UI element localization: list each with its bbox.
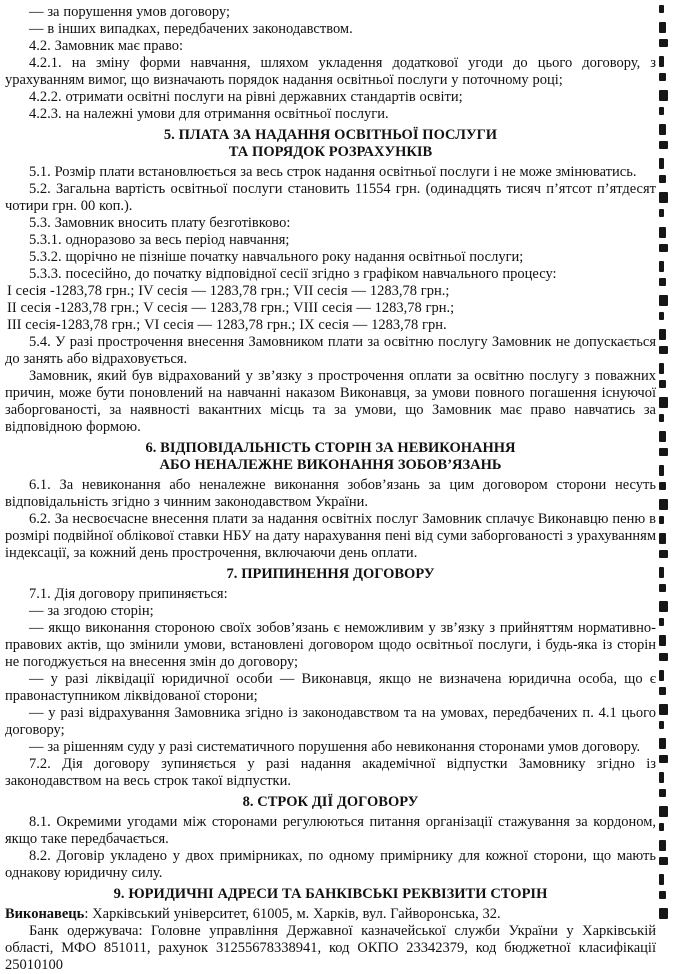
session-fee-line: II сесія -1283,78 грн.; V сесія — 1283,78 грн.; VIII сесія — 1283,78 грн.; bbox=[7, 300, 455, 316]
executor-label: Виконавець bbox=[5, 906, 85, 922]
executor-line bbox=[5, 906, 656, 923]
paragraph: 5.3.3. посесійно, до початку відповідної сесії згідно з графіком навчального процесу: bbox=[29, 266, 557, 282]
section-heading: АБО НЕНАЛЕЖНЕ ВИКОНАННЯ ЗОБОВ’ЯЗАНЬ bbox=[159, 457, 502, 473]
section-heading: 8. СТРОК ДІЇ ДОГОВОРУ bbox=[242, 794, 419, 810]
dash-list-item: — якщо виконання стороною своїх зобов’язань є неможливим у зв’язку з прийняттям нормативно-правових актів, що змінили умови, встановлені договором щодо освітньої послуги, і будь-яка із сторін не погоджується на внесення змін до договору; bbox=[5, 620, 656, 670]
paragraph: 7.2. Дія договору зупиняється у разі надання академічної відпустки Замовнику згідно із законодавством на весь строк такої відпустки. bbox=[5, 756, 656, 789]
section-heading: 6. ВІДПОВІДАЛЬНІСТЬ СТОРІН ЗА НЕВИКОНАННЯ bbox=[145, 440, 516, 456]
section-heading: 9. ЮРИДИЧНІ АДРЕСИ ТА БАНКІВСЬКІ РЕКВІЗИТИ СТОРІН bbox=[113, 886, 548, 902]
paragraph: 4.2.1. на зміну форми навчання, шляхом укладення додаткової угоди до цього договору, з урахуванням вимог, що визначають порядок надання освітньої послуги у поточному році; bbox=[5, 55, 656, 88]
paragraph: 5.1. Розмір плати встановлюється за весь строк надання освітньої послуги і не може змінюватись. bbox=[29, 164, 637, 180]
session-fee-line: I сесія -1283,78 грн.; IV сесія — 1283,78 грн.; VII сесія — 1283,78 грн.; bbox=[7, 283, 450, 299]
paragraph: 4.2.2. отримати освітні послуги на рівні державних стандартів освіти; bbox=[29, 89, 463, 105]
paragraph: 7.1. Дія договору припиняється: bbox=[29, 586, 228, 602]
paragraph: Замовник, який був відрахований у зв’язку з прострочення оплати за освітню послугу з поважних причин, може бути поновлений на навчанні наказом Виконавця, за умови повного погашення існуючої заборгованості, за наявності вакантних місць та за умови, що Замовник має право навчатись за відповідною формою. bbox=[5, 368, 656, 435]
dash-list-item: — в інших випадках, передбачених законодавством. bbox=[29, 21, 353, 37]
paragraph: 4.2.3. на належні умови для отримання освітньої послуги. bbox=[29, 106, 389, 122]
paragraph: Банк одержувача: Головне управління Державної казначейської служби України у Харківській області, МФО 851011, рахунок 31255678338941, код ОКПО 23342379, код бюджетної класифікації 25010100 bbox=[5, 923, 656, 973]
section-heading: 7. ПРИПИНЕННЯ ДОГОВОРУ bbox=[226, 566, 435, 582]
dash-list-item: — за рішенням суду у разі систематичного порушення або невиконання сторонами умов договору. bbox=[29, 739, 641, 755]
paragraph: 5.3.2. щорічно не пізніше початку навчального року надання освітньої послуги; bbox=[29, 249, 524, 265]
paragraph: 4.2. Замовник має право: bbox=[29, 38, 183, 54]
dash-list-item: — за порушення умов договору; bbox=[29, 4, 231, 20]
dash-list-item: — у разі ліквідації юридичної особи — Виконавця, якщо не визначена юридична особа, що є правонаступником ліквідованої сторони; bbox=[5, 671, 656, 704]
paragraph: 5.4. У разі прострочення внесення Замовником плати за освітню послугу Замовник не допускається до занять або відраховується. bbox=[5, 334, 656, 367]
paragraph: 6.1. За невиконання або неналежне виконання зобов’язань за цим договором сторони несуть відповідальність згідно з чинним законодавством України. bbox=[5, 477, 656, 510]
paragraph: 8.2. Договір укладено у двох примірниках, по одному примірнику для кожної сторони, що мають однакову юридичну силу. bbox=[5, 848, 656, 881]
section-heading: ТА ПОРЯДОК РОЗРАХУНКІВ bbox=[228, 144, 433, 160]
paragraph: 8.1. Окремими угодами між сторонами регулюються питання організації стажування за кордоном, якщо таке передбачається. bbox=[5, 814, 656, 847]
dash-list-item: — за згодою сторін; bbox=[29, 603, 154, 619]
paragraph: 5.2. Загальна вартість освітньої послуги становить 11554 грн. (одинадцять тисяч п’ятсот п’ятдесят чотири грн. 00 коп.). bbox=[5, 181, 656, 214]
session-fee-line: III сесія-1283,78 грн.; VI сесія — 1283,78 грн.; IX сесія — 1283,78 грн. bbox=[7, 317, 447, 333]
paragraph: 5.3.1. одноразово за весь період навчання; bbox=[29, 232, 290, 248]
dash-list-item: — у разі відрахування Замовника згідно із законодавством та на умовах, передбачених п. 4.1 цього договору; bbox=[5, 705, 656, 738]
paragraph: 5.3. Замовник вносить плату безготівково: bbox=[29, 215, 291, 231]
section-heading: 5. ПЛАТА ЗА НАДАННЯ ОСВІТНЬОЇ ПОСЛУГИ bbox=[163, 127, 498, 143]
executor-text: : Харківський університет, 61005, м. Харків, вул. Гайворонська, 32. bbox=[84, 906, 501, 922]
paragraph: 6.2. За несвоєчасне внесення плати за надання освітніх послуг Замовник сплачує Виконавцю пеню в розмірі подвійної облікової ставки НБУ на дату нарахування пені від суми заборгованості з урахуванням індексації, за кожний день прострочення, включаючи день оплати. bbox=[5, 511, 656, 561]
